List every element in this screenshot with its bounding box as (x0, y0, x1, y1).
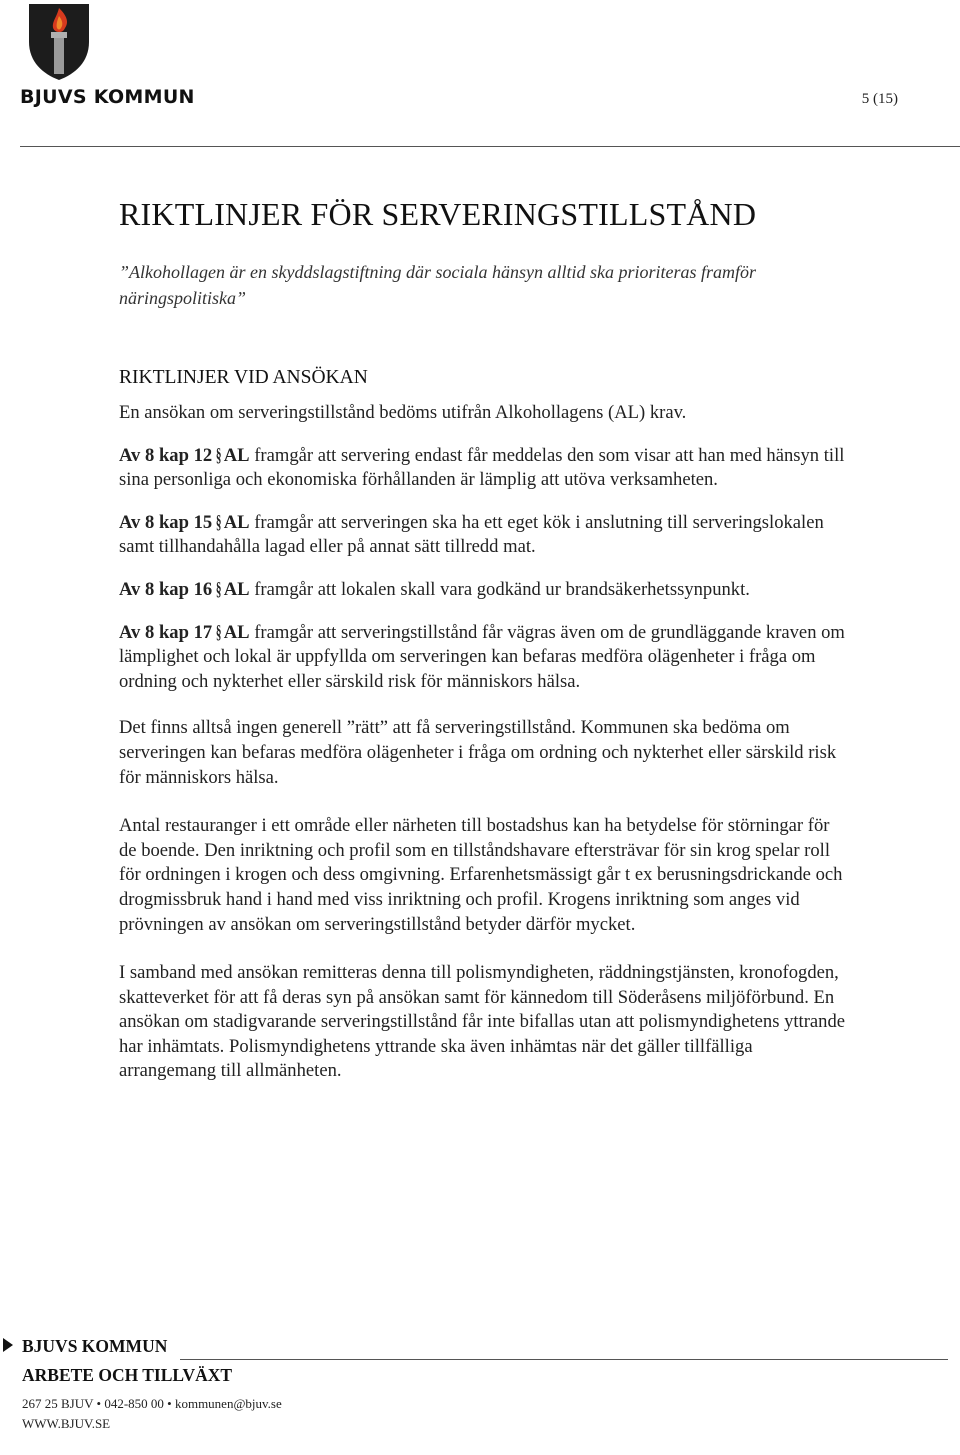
footer-divider (180, 1359, 948, 1360)
legal-reference (119, 622, 250, 643)
epigraph-quote: ”Alkohollagen är en skyddslagstiftning där sociala hänsyn alltid ska prioriteras framför näringspolitiska” (119, 262, 756, 308)
law-abbreviation: AL (223, 444, 250, 466)
footer-organization-name: BJUVS KOMMUN (22, 1336, 168, 1356)
document-title: RIKTLINJER FÖR SERVERINGSTILLSTÅND (119, 196, 757, 232)
chapter-reference: Av 8 kap 12 (119, 444, 213, 466)
section-sign: § (215, 621, 222, 643)
arrow-right-icon (2, 1337, 14, 1353)
header-divider (20, 146, 960, 147)
law-abbreviation: AL (223, 621, 250, 643)
paragraph-text: framgår att lokalen skall vara godkänd ur brandsäkerhetssynpunkt. (249, 578, 750, 600)
section-heading: RIKTLINJER VID ANSÖKAN (119, 367, 368, 388)
legal-reference-paragraph (119, 621, 849, 695)
body-paragraph: Antal restauranger i ett område eller närheten till bostadshus kan ha betydelse för störningar för de boende. Den inriktning och profil som en tillståndshavare eftersträvar för sin krog spelar roll för ordningen i krogen och dess omgivning. Erfarenhetsmässigt går t ex berusningsdrickande och drogmissbruk hand i hand med viss inriktning och profil. Krogens inriktning som anges vid prövningen av ansökan om serveringstillstånd betyder därför mycket. (119, 815, 843, 935)
footer-website-link[interactable]: WWW.BJUV.SE (22, 1416, 111, 1431)
intro-paragraph: En ansökan om serveringstillstånd bedöms utifrån Alkohollagens (AL) krav. (119, 402, 687, 423)
coat-of-arms-logo (27, 2, 91, 82)
section-sign: § (215, 511, 222, 533)
body-paragraph: Det finns alltså ingen generell ”rätt” att få serveringstillstånd. Kommunen ska bedöma om serveringen kan befaras medföra olägenheter i fråga om ordning och nykterhet eller särskild risk för människors hälsa. (119, 717, 837, 788)
chapter-reference: Av 8 kap 15 (119, 511, 213, 533)
legal-reference-paragraph (119, 578, 849, 603)
paragraph-text: framgår att serveringen ska ha ett eget kök i anslutning till serveringslokalen samt tillhandahålla lagad eller på annat sätt tillredd mat. (119, 511, 824, 558)
section-sign: § (215, 444, 222, 466)
chapter-reference: Av 8 kap 16 (119, 578, 213, 600)
law-abbreviation: AL (223, 578, 250, 600)
paragraph-text: framgår att serveringstillstånd får vägras även om de grundläggande kraven om lämplighet och lokal är uppfyllda om serveringen kan befaras medföra olägenheter i fråga om ordning och nykterhet eller särskild risk för människors hälsa. (119, 621, 845, 692)
footer-department: ARBETE OCH TILLVÄXT (22, 1365, 233, 1385)
legal-reference-paragraph (119, 444, 849, 493)
footer-contact-info: 267 25 BJUV • 042-850 00 • kommunen@bjuv.se (22, 1396, 282, 1411)
section-sign: § (215, 578, 222, 600)
legal-reference (119, 445, 250, 466)
law-abbreviation: AL (223, 511, 250, 533)
organization-name: BJUVS KOMMUN (20, 86, 195, 108)
legal-reference (119, 579, 250, 600)
paragraph-text: framgår att servering endast får meddelas den som visar att han med hänsyn till sina personliga och ekonomiska förhållanden är lämplig att utöva verksamheten. (119, 444, 845, 491)
legal-reference-paragraph (119, 511, 849, 560)
chapter-reference: Av 8 kap 17 (119, 621, 213, 643)
page-number: 5 (15) (861, 91, 898, 107)
legal-reference (119, 512, 250, 533)
body-paragraph: I samband med ansökan remitteras denna till polismyndigheten, räddningstjänsten, kronofogden, skatteverket för att få deras syn på ansökan samt för kännedom till Söderåsens miljöförbund. En ansökan om stadigvarande serveringstillstånd får inte bifallas utan att polismyndighetens yttrande har inhämtats. Polismyndighetens yttrande ska även inhämtas när det gäller tillfälliga arrangemang till allmänheten. (119, 962, 846, 1082)
document-body (119, 196, 849, 1084)
